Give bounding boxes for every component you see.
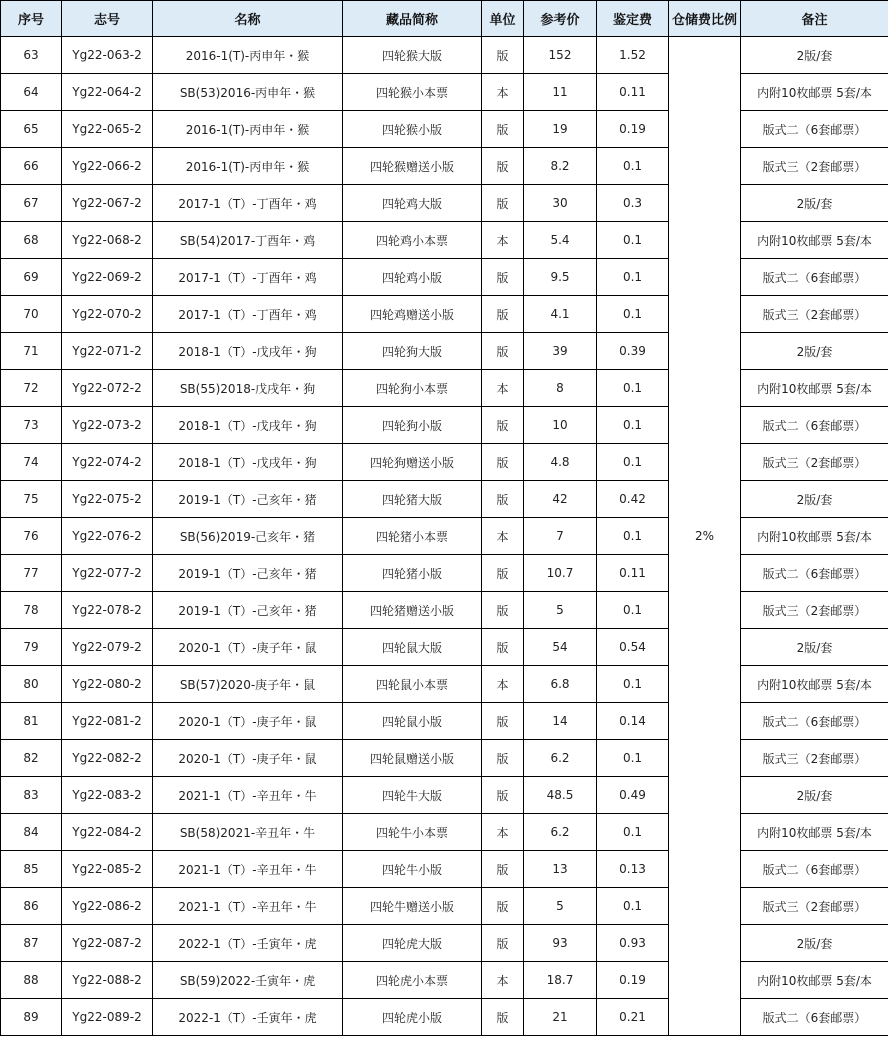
- cell-unit: 版: [482, 592, 524, 629]
- cell-index: 63: [1, 37, 62, 74]
- cell-unit: 版: [482, 629, 524, 666]
- cell-remarks: 内附10枚邮票 5套/本: [741, 666, 888, 703]
- table-row: [1, 111, 888, 148]
- cell-remarks: 2版/套: [741, 185, 888, 222]
- cell-index: 70: [1, 296, 62, 333]
- cell-appraisal-fee: 0.21: [597, 999, 669, 1036]
- cell-code: Yg22-082-2: [62, 740, 153, 777]
- cell-short-name: 四轮猴小本票: [343, 74, 482, 111]
- table-row: [1, 703, 888, 740]
- cell-name: SB(53)2016-丙申年・猴: [153, 74, 343, 111]
- cell-name: SB(58)2021-辛丑年・牛: [153, 814, 343, 851]
- cell-name: 2017-1（T）-丁酉年・鸡: [153, 296, 343, 333]
- cell-short-name: 四轮牛大版: [343, 777, 482, 814]
- cell-reference-price: 18.7: [524, 962, 597, 999]
- cell-code: Yg22-087-2: [62, 925, 153, 962]
- cell-unit: 版: [482, 148, 524, 185]
- cell-code: Yg22-067-2: [62, 185, 153, 222]
- cell-unit: 版: [482, 185, 524, 222]
- cell-short-name: 四轮鸡赠送小版: [343, 296, 482, 333]
- cell-short-name: 四轮虎大版: [343, 925, 482, 962]
- cell-reference-price: 14: [524, 703, 597, 740]
- cell-index: 89: [1, 999, 62, 1036]
- cell-reference-price: 9.5: [524, 259, 597, 296]
- cell-index: 80: [1, 666, 62, 703]
- cell-unit: 本: [482, 814, 524, 851]
- header-code: 志号: [62, 1, 153, 37]
- table-row: [1, 555, 888, 592]
- cell-short-name: 四轮猪小版: [343, 555, 482, 592]
- cell-remarks: 版式三（2套邮票）: [741, 296, 888, 333]
- cell-code: Yg22-077-2: [62, 555, 153, 592]
- cell-unit: 版: [482, 407, 524, 444]
- cell-code: Yg22-089-2: [62, 999, 153, 1036]
- cell-short-name: 四轮牛小本票: [343, 814, 482, 851]
- cell-short-name: 四轮鼠小本票: [343, 666, 482, 703]
- cell-name: SB(59)2022-壬寅年・虎: [153, 962, 343, 999]
- cell-name: 2017-1（T）-丁酉年・鸡: [153, 259, 343, 296]
- cell-remarks: 2版/套: [741, 777, 888, 814]
- cell-code: Yg22-083-2: [62, 777, 153, 814]
- cell-short-name: 四轮鸡小本票: [343, 222, 482, 259]
- cell-code: Yg22-086-2: [62, 888, 153, 925]
- cell-name: 2020-1（T）-庚子年・鼠: [153, 740, 343, 777]
- cell-reference-price: 7: [524, 518, 597, 555]
- cell-reference-price: 42: [524, 481, 597, 518]
- cell-name: SB(57)2020-庚子年・鼠: [153, 666, 343, 703]
- table-row: [1, 148, 888, 185]
- cell-short-name: 四轮猴小版: [343, 111, 482, 148]
- cell-remarks: 版式二（6套邮票）: [741, 851, 888, 888]
- cell-reference-price: 19: [524, 111, 597, 148]
- cell-reference-price: 5: [524, 888, 597, 925]
- table-row: [1, 185, 888, 222]
- cell-reference-price: 93: [524, 925, 597, 962]
- cell-appraisal-fee: 0.49: [597, 777, 669, 814]
- cell-name: 2018-1（T）-戊戌年・狗: [153, 407, 343, 444]
- cell-short-name: 四轮鼠赠送小版: [343, 740, 482, 777]
- cell-index: 82: [1, 740, 62, 777]
- cell-remarks: 版式三（2套邮票）: [741, 148, 888, 185]
- cell-name: 2020-1（T）-庚子年・鼠: [153, 703, 343, 740]
- cell-short-name: 四轮猪大版: [343, 481, 482, 518]
- cell-code: Yg22-068-2: [62, 222, 153, 259]
- cell-appraisal-fee: 0.11: [597, 555, 669, 592]
- cell-remarks: 2版/套: [741, 333, 888, 370]
- cell-remarks: 内附10枚邮票 5套/本: [741, 518, 888, 555]
- cell-name: 2019-1（T）-己亥年・猪: [153, 555, 343, 592]
- cell-short-name: 四轮狗赠送小版: [343, 444, 482, 481]
- cell-short-name: 四轮虎小本票: [343, 962, 482, 999]
- table-row: [1, 333, 888, 370]
- cell-unit: 版: [482, 777, 524, 814]
- cell-reference-price: 8.2: [524, 148, 597, 185]
- table-row: [1, 592, 888, 629]
- cell-remarks: 版式二（6套邮票）: [741, 555, 888, 592]
- cell-remarks: 版式三（2套邮票）: [741, 888, 888, 925]
- cell-unit: 本: [482, 74, 524, 111]
- cell-code: Yg22-066-2: [62, 148, 153, 185]
- cell-unit: 版: [482, 444, 524, 481]
- cell-name: 2018-1（T）-戊戌年・狗: [153, 444, 343, 481]
- table-row: [1, 888, 888, 925]
- cell-remarks: 版式二（6套邮票）: [741, 111, 888, 148]
- cell-index: 77: [1, 555, 62, 592]
- table-row: [1, 962, 888, 999]
- cell-index: 86: [1, 888, 62, 925]
- cell-short-name: 四轮鼠大版: [343, 629, 482, 666]
- cell-reference-price: 4.1: [524, 296, 597, 333]
- cell-name: 2017-1（T）-丁酉年・鸡: [153, 185, 343, 222]
- cell-unit: 本: [482, 370, 524, 407]
- cell-code: Yg22-072-2: [62, 370, 153, 407]
- cell-short-name: 四轮猴赠送小版: [343, 148, 482, 185]
- header-storage-ratio: 仓储费比例: [669, 1, 741, 37]
- cell-name: SB(56)2019-己亥年・猪: [153, 518, 343, 555]
- cell-name: 2016-1(T)-丙申年・猴: [153, 37, 343, 74]
- table-row: [1, 925, 888, 962]
- cell-appraisal-fee: 0.93: [597, 925, 669, 962]
- cell-short-name: 四轮猴大版: [343, 37, 482, 74]
- cell-remarks: 2版/套: [741, 629, 888, 666]
- table-row: [1, 481, 888, 518]
- cell-index: 83: [1, 777, 62, 814]
- cell-appraisal-fee: 0.1: [597, 370, 669, 407]
- cell-appraisal-fee: 1.52: [597, 37, 669, 74]
- cell-remarks: 版式二（6套邮票）: [741, 407, 888, 444]
- header-unit: 单位: [482, 1, 524, 37]
- cell-appraisal-fee: 0.19: [597, 962, 669, 999]
- cell-storage-ratio: 2%: [669, 37, 741, 1036]
- cell-index: 71: [1, 333, 62, 370]
- cell-index: 69: [1, 259, 62, 296]
- table-row: [1, 296, 888, 333]
- table-row: [1, 814, 888, 851]
- table-row: [1, 777, 888, 814]
- cell-index: 68: [1, 222, 62, 259]
- cell-reference-price: 10.7: [524, 555, 597, 592]
- table-row: [1, 407, 888, 444]
- cell-code: Yg22-078-2: [62, 592, 153, 629]
- cell-reference-price: 6.8: [524, 666, 597, 703]
- cell-code: Yg22-075-2: [62, 481, 153, 518]
- cell-appraisal-fee: 0.1: [597, 444, 669, 481]
- cell-appraisal-fee: 0.39: [597, 333, 669, 370]
- cell-unit: 版: [482, 999, 524, 1036]
- cell-reference-price: 4.8: [524, 444, 597, 481]
- cell-name: 2019-1（T）-己亥年・猪: [153, 481, 343, 518]
- cell-reference-price: 6.2: [524, 814, 597, 851]
- cell-remarks: 内附10枚邮票 5套/本: [741, 814, 888, 851]
- cell-reference-price: 30: [524, 185, 597, 222]
- cell-appraisal-fee: 0.42: [597, 481, 669, 518]
- cell-code: Yg22-084-2: [62, 814, 153, 851]
- cell-name: 2022-1（T）-壬寅年・虎: [153, 999, 343, 1036]
- header-remarks: 备注: [741, 1, 888, 37]
- cell-code: Yg22-073-2: [62, 407, 153, 444]
- cell-remarks: 内附10枚邮票 5套/本: [741, 962, 888, 999]
- header-appraisal-fee: 鉴定费: [597, 1, 669, 37]
- cell-code: Yg22-076-2: [62, 518, 153, 555]
- cell-unit: 版: [482, 925, 524, 962]
- cell-short-name: 四轮鸡大版: [343, 185, 482, 222]
- table-row: [1, 851, 888, 888]
- cell-index: 76: [1, 518, 62, 555]
- cell-short-name: 四轮鼠小版: [343, 703, 482, 740]
- table-row: [1, 518, 888, 555]
- cell-appraisal-fee: 0.13: [597, 851, 669, 888]
- cell-reference-price: 48.5: [524, 777, 597, 814]
- cell-index: 74: [1, 444, 62, 481]
- cell-appraisal-fee: 0.14: [597, 703, 669, 740]
- table-row: [1, 740, 888, 777]
- cell-remarks: 版式三（2套邮票）: [741, 740, 888, 777]
- cell-index: 78: [1, 592, 62, 629]
- cell-unit: 版: [482, 555, 524, 592]
- cell-reference-price: 54: [524, 629, 597, 666]
- cell-index: 64: [1, 74, 62, 111]
- cell-appraisal-fee: 0.1: [597, 222, 669, 259]
- table-row: [1, 629, 888, 666]
- cell-index: 66: [1, 148, 62, 185]
- cell-name: 2019-1（T）-己亥年・猪: [153, 592, 343, 629]
- cell-appraisal-fee: 0.1: [597, 592, 669, 629]
- cell-unit: 版: [482, 296, 524, 333]
- cell-name: 2018-1（T）-戊戌年・狗: [153, 333, 343, 370]
- cell-index: 85: [1, 851, 62, 888]
- cell-unit: 本: [482, 518, 524, 555]
- table-row: [1, 370, 888, 407]
- table-row: [1, 999, 888, 1036]
- cell-index: 88: [1, 962, 62, 999]
- cell-remarks: 内附10枚邮票 5套/本: [741, 74, 888, 111]
- table-row: [1, 74, 888, 111]
- cell-name: SB(54)2017-丁酉年・鸡: [153, 222, 343, 259]
- cell-remarks: 版式三（2套邮票）: [741, 592, 888, 629]
- cell-unit: 本: [482, 666, 524, 703]
- cell-name: 2021-1（T）-辛丑年・牛: [153, 888, 343, 925]
- header-short-name: 藏品简称: [343, 1, 482, 37]
- cell-appraisal-fee: 0.3: [597, 185, 669, 222]
- cell-unit: 本: [482, 222, 524, 259]
- cell-reference-price: 11: [524, 74, 597, 111]
- cell-code: Yg22-088-2: [62, 962, 153, 999]
- cell-code: Yg22-063-2: [62, 37, 153, 74]
- cell-short-name: 四轮狗大版: [343, 333, 482, 370]
- cell-appraisal-fee: 0.54: [597, 629, 669, 666]
- cell-appraisal-fee: 0.1: [597, 814, 669, 851]
- cell-unit: 版: [482, 37, 524, 74]
- cell-short-name: 四轮狗小版: [343, 407, 482, 444]
- cell-name: 2021-1（T）-辛丑年・牛: [153, 777, 343, 814]
- cell-code: Yg22-085-2: [62, 851, 153, 888]
- cell-reference-price: 13: [524, 851, 597, 888]
- cell-short-name: 四轮牛小版: [343, 851, 482, 888]
- cell-short-name: 四轮鸡小版: [343, 259, 482, 296]
- cell-remarks: 2版/套: [741, 37, 888, 74]
- cell-code: Yg22-074-2: [62, 444, 153, 481]
- table-row: [1, 666, 888, 703]
- cell-index: 73: [1, 407, 62, 444]
- cell-reference-price: 5.4: [524, 222, 597, 259]
- cell-code: Yg22-081-2: [62, 703, 153, 740]
- cell-unit: 版: [482, 111, 524, 148]
- cell-code: Yg22-080-2: [62, 666, 153, 703]
- cell-name: 2022-1（T）-壬寅年・虎: [153, 925, 343, 962]
- cell-appraisal-fee: 0.1: [597, 518, 669, 555]
- cell-unit: 版: [482, 703, 524, 740]
- cell-index: 79: [1, 629, 62, 666]
- cell-reference-price: 6.2: [524, 740, 597, 777]
- cell-code: Yg22-071-2: [62, 333, 153, 370]
- cell-reference-price: 39: [524, 333, 597, 370]
- cell-appraisal-fee: 0.1: [597, 888, 669, 925]
- cell-index: 75: [1, 481, 62, 518]
- cell-index: 84: [1, 814, 62, 851]
- header-reference-price: 参考价: [524, 1, 597, 37]
- cell-unit: 本: [482, 962, 524, 999]
- cell-unit: 版: [482, 740, 524, 777]
- cell-appraisal-fee: 0.1: [597, 666, 669, 703]
- table-row: [1, 444, 888, 481]
- table-body: [1, 37, 888, 1036]
- cell-remarks: 内附10枚邮票 5套/本: [741, 370, 888, 407]
- cell-unit: 版: [482, 851, 524, 888]
- cell-reference-price: 21: [524, 999, 597, 1036]
- cell-appraisal-fee: 0.1: [597, 407, 669, 444]
- cell-remarks: 版式二（6套邮票）: [741, 999, 888, 1036]
- cell-unit: 版: [482, 333, 524, 370]
- cell-index: 67: [1, 185, 62, 222]
- cell-unit: 版: [482, 259, 524, 296]
- cell-short-name: 四轮猪赠送小版: [343, 592, 482, 629]
- cell-appraisal-fee: 0.1: [597, 259, 669, 296]
- header-index: 序号: [1, 1, 62, 37]
- cell-reference-price: 10: [524, 407, 597, 444]
- header-row: [1, 1, 888, 37]
- cell-short-name: 四轮猪小本票: [343, 518, 482, 555]
- cell-index: 65: [1, 111, 62, 148]
- table-row: [1, 259, 888, 296]
- cell-remarks: 2版/套: [741, 481, 888, 518]
- cell-name: 2021-1（T）-辛丑年・牛: [153, 851, 343, 888]
- cell-index: 72: [1, 370, 62, 407]
- cell-index: 81: [1, 703, 62, 740]
- cell-unit: 版: [482, 481, 524, 518]
- cell-name: 2016-1(T)-丙申年・猴: [153, 148, 343, 185]
- cell-unit: 版: [482, 888, 524, 925]
- cell-remarks: 版式三（2套邮票）: [741, 444, 888, 481]
- cell-code: Yg22-079-2: [62, 629, 153, 666]
- table-row: [1, 37, 888, 74]
- cell-code: Yg22-065-2: [62, 111, 153, 148]
- cell-code: Yg22-069-2: [62, 259, 153, 296]
- cell-appraisal-fee: 0.1: [597, 740, 669, 777]
- cell-appraisal-fee: 0.1: [597, 148, 669, 185]
- cell-remarks: 版式二（6套邮票）: [741, 259, 888, 296]
- cell-short-name: 四轮狗小本票: [343, 370, 482, 407]
- cell-appraisal-fee: 0.19: [597, 111, 669, 148]
- cell-name: 2020-1（T）-庚子年・鼠: [153, 629, 343, 666]
- cell-reference-price: 5: [524, 592, 597, 629]
- cell-reference-price: 8: [524, 370, 597, 407]
- cell-index: 87: [1, 925, 62, 962]
- cell-short-name: 四轮虎小版: [343, 999, 482, 1036]
- cell-code: Yg22-070-2: [62, 296, 153, 333]
- cell-short-name: 四轮牛赠送小版: [343, 888, 482, 925]
- cell-remarks: 内附10枚邮票 5套/本: [741, 222, 888, 259]
- cell-appraisal-fee: 0.11: [597, 74, 669, 111]
- cell-name: 2016-1(T)-丙申年・猴: [153, 111, 343, 148]
- cell-reference-price: 152: [524, 37, 597, 74]
- cell-name: SB(55)2018-戊戌年・狗: [153, 370, 343, 407]
- cell-appraisal-fee: 0.1: [597, 296, 669, 333]
- cell-code: Yg22-064-2: [62, 74, 153, 111]
- header-name: 名称: [153, 1, 343, 37]
- cell-remarks: 版式二（6套邮票）: [741, 703, 888, 740]
- table-row: [1, 222, 888, 259]
- cell-remarks: 2版/套: [741, 925, 888, 962]
